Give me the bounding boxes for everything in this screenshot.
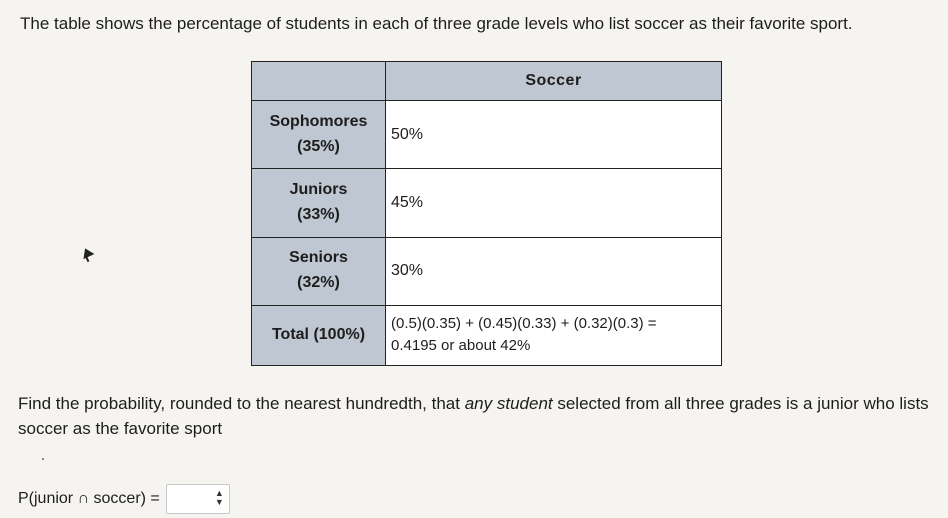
table-row bbox=[252, 101, 722, 169]
total-result: 0.4195 or about 42% bbox=[391, 337, 531, 355]
row-value-sophomores: 50% bbox=[386, 101, 722, 169]
row-label-text: Seniors bbox=[289, 249, 348, 267]
question-text bbox=[18, 392, 943, 441]
grade-soccer-table bbox=[251, 61, 722, 366]
answer-input[interactable] bbox=[166, 484, 230, 514]
row-label-sophomores bbox=[252, 101, 386, 169]
stray-dot bbox=[42, 458, 44, 460]
row-value-juniors: 45% bbox=[386, 169, 722, 237]
answer-row bbox=[18, 484, 230, 514]
table-row-total bbox=[252, 305, 722, 365]
row-label-text: Juniors bbox=[289, 181, 348, 199]
table-header-row bbox=[252, 62, 722, 101]
header-empty-cell bbox=[252, 62, 386, 101]
question-italic: any student bbox=[464, 394, 553, 413]
question-prefix: Find the probability, rounded to the nearest hundredth, that bbox=[18, 394, 465, 413]
row-label-juniors bbox=[252, 169, 386, 237]
row-label-seniors bbox=[252, 237, 386, 305]
row-value-total bbox=[386, 305, 722, 365]
table-row bbox=[252, 237, 722, 305]
question-suffix: selected from all three grades is a junior who lists soccer as the favorite sport bbox=[18, 394, 929, 438]
row-label-pct: (35%) bbox=[297, 137, 340, 155]
header-soccer: Soccer bbox=[386, 62, 722, 101]
row-value-seniors: 30% bbox=[386, 237, 722, 305]
intro-text: The table shows the percentage of students in each of three grade levels who list soccer as their favorite sport. bbox=[20, 14, 853, 33]
row-label-text: Sophomores bbox=[269, 112, 368, 130]
table-row bbox=[252, 169, 722, 237]
row-label-total: Total (100%) bbox=[252, 305, 386, 365]
answer-label: P(junior ∩ soccer) = bbox=[18, 490, 160, 507]
row-label-pct: (32%) bbox=[297, 274, 340, 292]
row-label-pct: (33%) bbox=[297, 205, 340, 223]
total-calculation: (0.5)(0.35) + (0.45)(0.33) + (0.32)(0.3) = bbox=[391, 314, 657, 332]
stepper-arrows-icon[interactable]: ▲ ▼ bbox=[214, 488, 224, 507]
